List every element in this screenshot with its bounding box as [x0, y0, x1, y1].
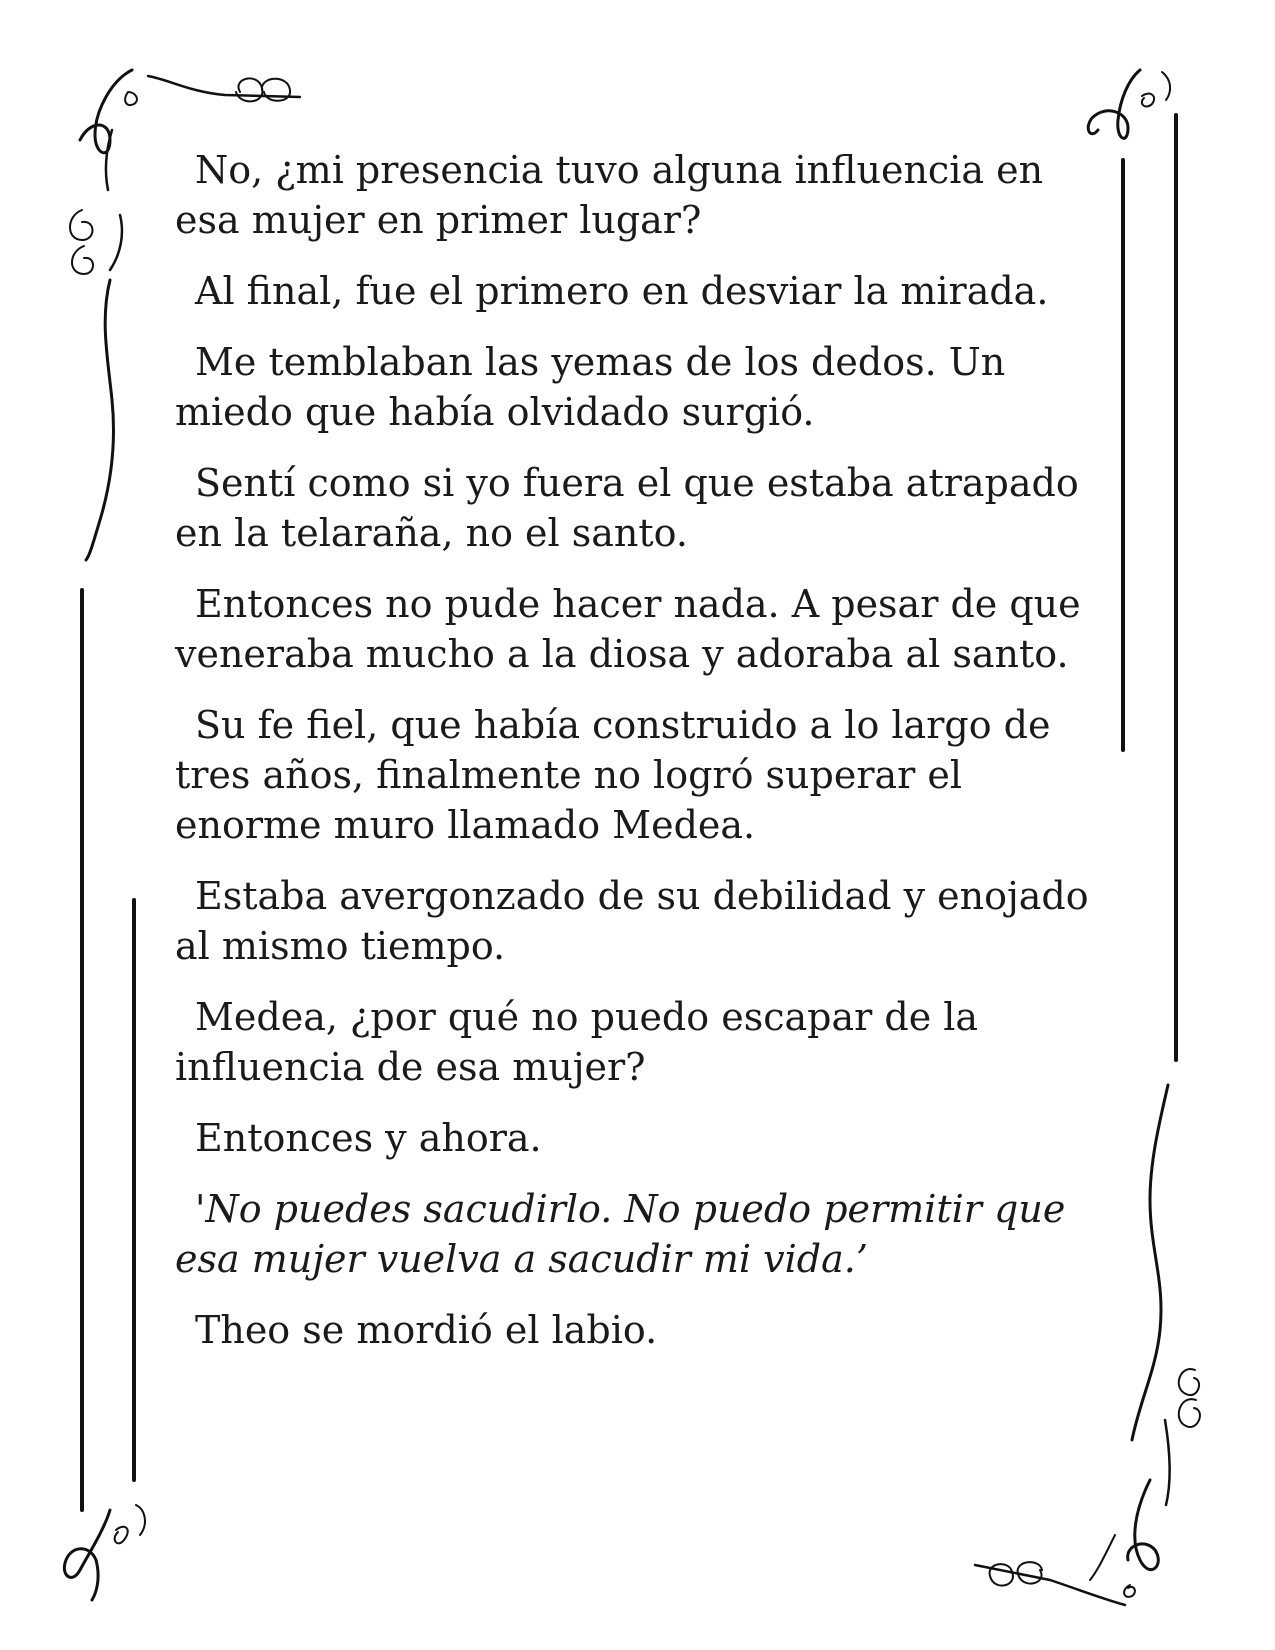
- paragraph-9: Entonces y ahora.: [195, 1116, 542, 1160]
- paragraph-10-thought: 'No puedes sacudirlo. No puedo permitir que esa mujer vuelva a sacudir mi vida.’: [175, 1187, 1066, 1281]
- bottom-right-flourish: [975, 1369, 1200, 1605]
- paragraph-1: No, ¿mi presencia tuvo alguna influencia en esa mujer en primer lugar?: [175, 148, 1044, 242]
- top-right-flourish: [1088, 70, 1170, 138]
- paragraph-3: Me temblaban las yemas de los dedos. Un miedo que había olvidado surgió.: [175, 340, 1006, 434]
- left-curve-line: [86, 280, 114, 560]
- body-text: [175, 145, 1095, 1376]
- paragraph-5: Entonces no pude hacer nada. A pesar de que veneraba mucho a la diosa y adoraba al santo.: [175, 582, 1081, 676]
- right-curve-line: [1132, 1085, 1168, 1440]
- paragraph-2: Al final, fue el primero en desviar la mirada.: [195, 269, 1049, 313]
- bottom-left-flourish: [64, 1505, 145, 1600]
- paragraph-6: Su fe fiel, que había construido a lo largo de tres años, finalmente no logró superar el enorme muro llamado Medea.: [175, 703, 1051, 847]
- paragraph-11: Theo se mordió el labio.: [195, 1308, 658, 1352]
- paragraph-8: Medea, ¿por qué no puedo escapar de la influencia de esa mujer?: [175, 995, 979, 1089]
- paragraph-7: Estaba avergonzado de su debilidad y enojado al mismo tiempo.: [175, 874, 1089, 968]
- paragraph-4: Sentí como si yo fuera el que estaba atrapado en la telaraña, no el santo.: [175, 461, 1079, 555]
